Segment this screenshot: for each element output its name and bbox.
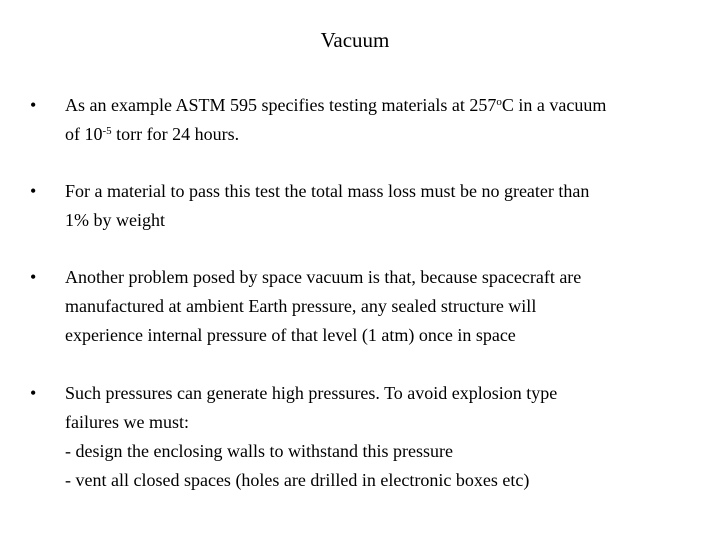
bullet-line: manufactured at ambient Earth pressure, any sealed structure will (65, 296, 537, 316)
bullet-text (65, 91, 690, 149)
bullet-text (65, 177, 690, 235)
bullet-line: Such pressures can generate high pressures. To avoid explosion type (65, 383, 558, 403)
bullet-line: experience internal pressure of that level (1 atm) once in space (65, 325, 516, 345)
bullet-text (65, 379, 690, 495)
degree-superscript: o (496, 96, 502, 108)
bullet-marker: • (30, 267, 37, 287)
bullet-line: - vent all closed spaces (holes are drilled in electronic boxes etc) (65, 470, 530, 490)
bullet-line: failures we must: (65, 412, 189, 432)
bullet-line: - design the enclosing walls to withstand this pressure (65, 441, 453, 461)
bullet-marker: • (30, 383, 37, 403)
bullet-line (65, 120, 690, 149)
bullet-text (65, 263, 690, 350)
bullet-marker: • (30, 181, 37, 201)
bullet-line: Another problem posed by space vacuum is that, because spacecraft are (65, 267, 582, 287)
slide-title: Vacuum (320, 28, 390, 52)
exponent-superscript: -5 (102, 125, 112, 137)
bullet-line: 1% by weight (65, 210, 165, 230)
bullet-line: For a material to pass this test the total mass loss must be no greater than (65, 181, 590, 201)
bullet-marker: • (30, 95, 37, 115)
bullet-text-segment: of 10 (65, 124, 103, 144)
bullet-line (65, 91, 690, 120)
bullet-text-segment: torr for 24 hours. (111, 124, 240, 144)
bullet-text-segment: C in a vacuum (501, 95, 607, 115)
bullet-text-segment: As an example ASTM 595 specifies testing materials at 257 (65, 95, 497, 115)
